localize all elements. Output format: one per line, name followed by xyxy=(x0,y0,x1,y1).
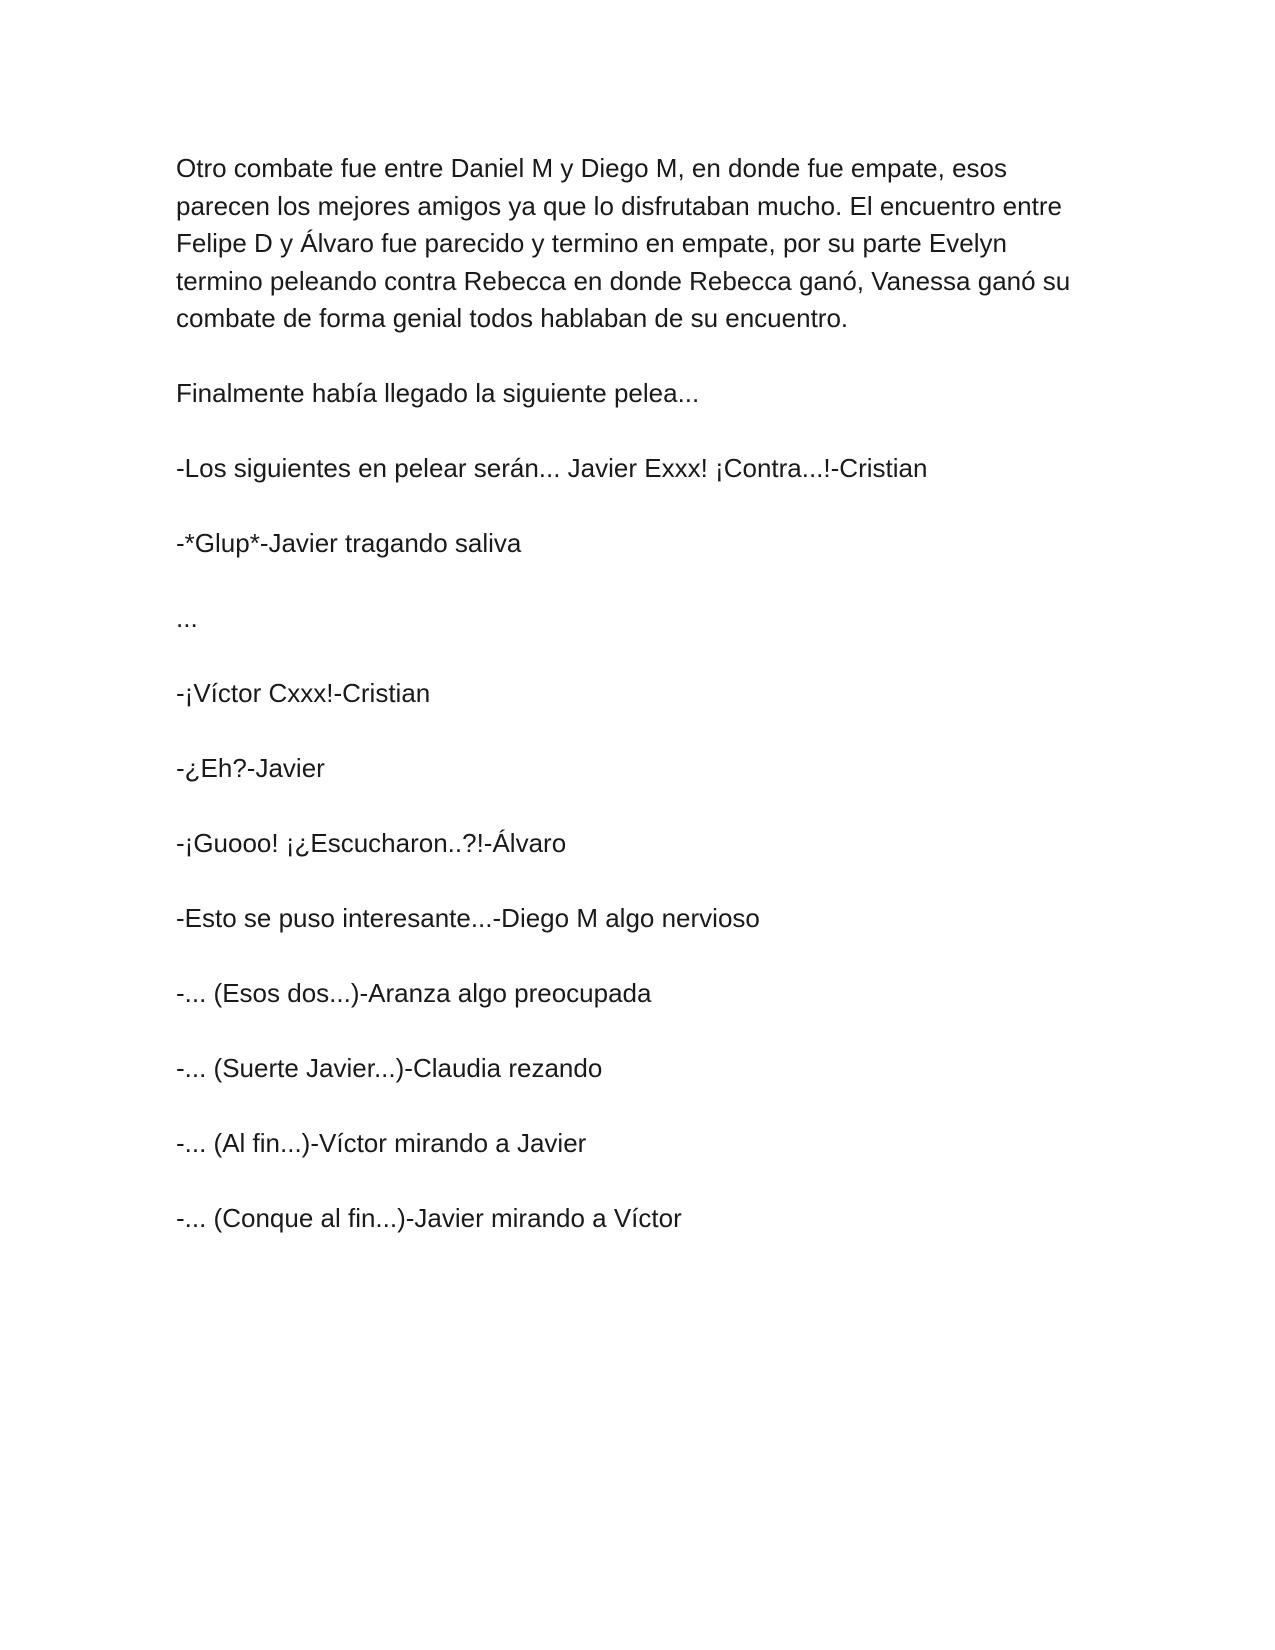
dialogue-line: -... (Suerte Javier...)-Claudia rezando xyxy=(176,1053,603,1083)
dialogue-line: -... (Conque al fin...)-Javier mirando a Víctor xyxy=(176,1203,682,1233)
dialogue-line: -Esto se puso interesante...-Diego M algo nervioso xyxy=(176,903,760,933)
dialogue-line: -Los siguientes en pelear serán... Javier Exxx! ¡Contra...!-Cristian xyxy=(176,453,928,483)
dialogue-line: -¡Víctor Cxxx!-Cristian xyxy=(176,678,431,708)
dialogue-line: -¡Guooo! ¡¿Escucharon..?!-Álvaro xyxy=(176,828,567,858)
ellipsis-line: ... xyxy=(176,603,198,633)
narrative-line: Finalmente había llegado la siguiente pelea... xyxy=(176,378,700,408)
dialogue-line: -¿Eh?-Javier xyxy=(176,753,325,783)
narrative-paragraph: Otro combate fue entre Daniel M y Diego M, en donde fue empate, esos parecen los mejores amigos ya que lo disfrutaban mucho. El encuentro entre Felipe D y Álvaro fue parecido y termino en empate, por su parte Evelyn termino peleando contra Rebecca en donde Rebecca ganó, Vanessa ganó su combate de forma genial todos hablaban de su encuentro. xyxy=(176,153,1071,333)
dialogue-line: -*Glup*-Javier tragando saliva xyxy=(176,528,522,558)
document-body xyxy=(176,150,1096,1275)
dialogue-line: -... (Esos dos...)-Aranza algo preocupada xyxy=(176,978,652,1008)
dialogue-line: -... (Al fin...)-Víctor mirando a Javier xyxy=(176,1128,587,1158)
